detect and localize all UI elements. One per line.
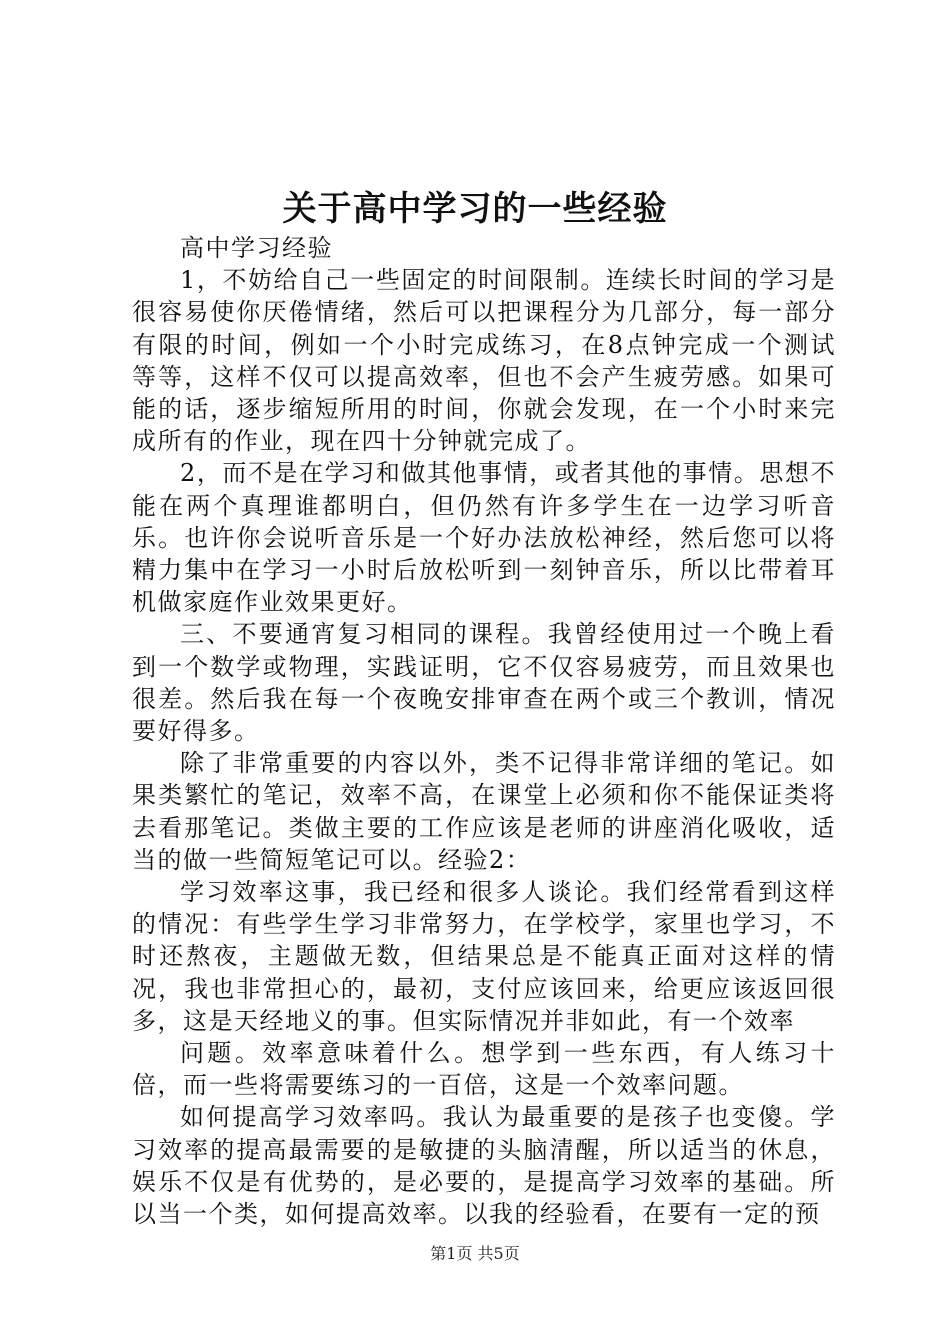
document-body xyxy=(132,232,836,1230)
paragraph: 三、不要通宵复习相同的课程。我曾经使用过一个晚上看到一个数学或物理，实践证明，它不仅容易疲劳，而且效果也很差。然后我在每一个夜晚安排审查在两个或三个教训，情况要好得多。 xyxy=(132,620,836,746)
paragraph: 如何提高学习效率吗。我认为最重要的是孩子也变傻。学习效率的提高最需要的是敏捷的头脑清醒，所以适当的休息，娱乐不仅是有优势的，是必要的，是提高学习效率的基础。所以当一个类，如何提高效率。以我的经验看，在要有一定的预 xyxy=(132,1103,836,1229)
paragraph: 问题。效率意味着什么。想学到一些东西，有人练习十倍，而一些将需要练习的一百倍，这是一个效率问题。 xyxy=(132,1039,836,1100)
paragraph: 2，而不是在学习和做其他事情，或者其他的事情。思想不能在两个真理谁都明白，但仍然有许多学生在一边学习听音乐。也许你会说听音乐是一个好办法放松神经，然后您可以将精力集中在学习一小时后放松听到一刻钟音乐，所以比带着耳机做家庭作业效果更好。 xyxy=(132,459,836,617)
paragraph: 除了非常重要的内容以外，类不记得非常详细的笔记。如果类繁忙的笔记，效率不高，在课堂上必须和你不能保证类将去看那笔记。类做主要的工作应该是老师的讲座消化吸收，适当的做一些简短笔记可以。经验2： xyxy=(132,749,836,874)
paragraph: 学习效率这事，我已经和很多人谈论。我们经常看到这样的情况：有些学生学习非常努力，在学校学，家里也学习，不时还熬夜，主题做无数，但结果总是不能真正面对这样的情况，我也非常担心的，最初，支付应该回来，给更应该返回很多，这是天经地义的事。但实际情况并非如此，有一个效率 xyxy=(132,878,836,1035)
document-title: 关于高中学习的一些经验 xyxy=(282,189,668,229)
paragraph-heading: 高中学习经验 xyxy=(180,234,333,262)
paragraph: 1，不妨给自己一些固定的时间限制。连续长时间的学习是很容易使你厌倦情绪，然后可以把课程分为几部分，每一部分有限的时间，例如一个小时完成练习，在8点钟完成一个测试等等，这样不仅可以提高效率，但也不会产生疲劳感。如果可能的话，逐步缩短所用的时间，你就会发现，在一个小时来完成所有的作业，现在四十分钟就完成了。 xyxy=(132,266,836,456)
page-footer: 第1页 共5页 xyxy=(430,1244,520,1263)
